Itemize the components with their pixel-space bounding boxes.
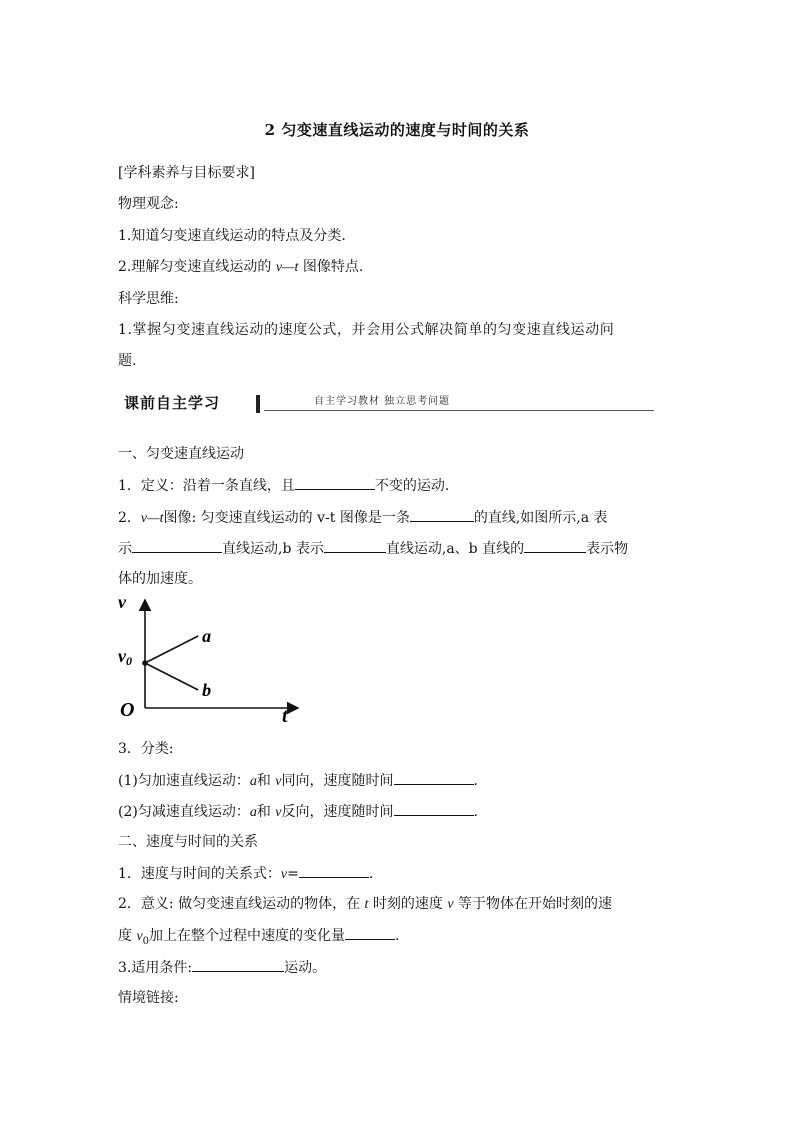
concept-item-1: 1.知道匀变速直线运动的特点及分类. xyxy=(118,228,346,244)
banner-label: 课前自主学习 xyxy=(124,394,221,412)
vt-text-2c: 直线运动,a、b 直线的 xyxy=(385,541,525,557)
vt-num: 2． xyxy=(118,510,141,526)
accel-and: 和 xyxy=(256,773,271,789)
banner-subtitle: 自主学习教材 独立思考问题 xyxy=(314,396,451,407)
classify-header: 3．分类: xyxy=(118,741,174,757)
x-axis-label: t xyxy=(282,705,288,724)
origin-label: O xyxy=(120,699,135,721)
blank-a-type[interactable] xyxy=(132,538,222,553)
meaning-v: v xyxy=(447,897,454,912)
decel-prefix: (2)匀减速直线运动： xyxy=(118,804,250,820)
meaning-prefix: 2．意义: 做匀变速直线运动的物体，在 xyxy=(118,896,361,912)
accel-line xyxy=(118,770,478,792)
definition-line xyxy=(118,475,449,496)
decel-a: a xyxy=(249,805,257,820)
decel-line xyxy=(118,801,478,823)
series-line-b xyxy=(145,663,198,690)
section-banner xyxy=(118,393,654,415)
vt-line-2 xyxy=(118,538,628,559)
blank-decel[interactable] xyxy=(394,801,474,816)
thinking-item-cont: 题. xyxy=(118,353,137,369)
y-axis-label: v xyxy=(118,594,126,612)
section2-header: 二、速度与时间的关系 xyxy=(118,834,258,850)
vt-text-1-tail: 的直线,如图所示,a 表 xyxy=(473,510,608,526)
v0-sub: 0 xyxy=(126,654,132,668)
accel-same: 同向，速度随时间 xyxy=(281,773,394,789)
vt-text-1: 图像: 匀变速直线运动的 v-t 图像是一条 xyxy=(163,510,410,526)
formula-prefix: 1．速度与时间的关系式： xyxy=(118,866,281,882)
decel-and: 和 xyxy=(256,804,271,820)
accel-prefix: (1)匀加速直线运动： xyxy=(118,773,250,789)
concept-item-2-text: 2.理解匀变速直线运动的 xyxy=(118,259,272,275)
vt-label: v—t xyxy=(140,511,164,526)
blank-accel[interactable] xyxy=(394,770,474,785)
blank-change[interactable] xyxy=(345,925,395,940)
thinking-item: 1.掌握匀变速直线运动的速度公式，并会用公式解决简单的匀变速直线运动问 xyxy=(118,322,615,338)
concept-item-2-tail: 图像特点. xyxy=(302,259,364,275)
banner-bar xyxy=(256,395,260,413)
blank-condition[interactable] xyxy=(192,957,284,972)
vt-graph xyxy=(110,594,310,724)
accel-end: . xyxy=(473,773,478,789)
series-label-a: a xyxy=(202,626,212,646)
concept-header: 物理观念: xyxy=(118,196,179,212)
blank-definition[interactable] xyxy=(295,475,375,490)
page-title: 2 匀变速直线运动的速度与时间的关系 xyxy=(264,121,530,139)
condition-prefix: 3.适用条件: xyxy=(118,960,193,976)
formula-eq: = xyxy=(287,866,299,882)
formula-line xyxy=(118,863,373,885)
meaning2-v0-sub: 0 xyxy=(142,935,150,947)
vt-text-2a: 示 xyxy=(118,541,132,557)
blank-slope[interactable] xyxy=(524,538,586,553)
meaning2-v0: v xyxy=(136,929,143,944)
context-header: 情境链接: xyxy=(118,990,179,1006)
goals-header: [学科素养与目标要求] xyxy=(118,165,255,181)
blank-formula[interactable] xyxy=(299,863,369,878)
meaning2-end: . xyxy=(395,928,400,944)
condition-line xyxy=(118,957,326,978)
vt-text-2d: 表示物 xyxy=(586,541,629,557)
decel-end: . xyxy=(473,804,478,820)
concept-item-2 xyxy=(118,257,363,278)
section1-header: 一、匀变速直线运动 xyxy=(118,446,244,462)
meaning-line-2 xyxy=(118,925,400,952)
series-line-a xyxy=(145,636,198,663)
meaning2-a: 度 xyxy=(118,928,132,944)
accel-v: v xyxy=(275,774,282,789)
meaning-t: t xyxy=(364,897,369,912)
blank-b-type[interactable] xyxy=(324,538,386,553)
thinking-header: 科学思维: xyxy=(118,291,179,307)
condition-suffix: 运动。 xyxy=(284,960,327,976)
definition-prefix: 1．定义：沿着一条直线，且 xyxy=(118,478,295,494)
accel-a: a xyxy=(249,774,257,789)
banner-rule xyxy=(264,410,654,411)
formula-end: . xyxy=(368,866,374,882)
v0-point xyxy=(142,660,148,666)
meaning2-b: 加上在整个过程中速度的变化量 xyxy=(149,928,346,944)
vt-term: v—t xyxy=(275,260,299,275)
series-label-b: b xyxy=(202,680,212,700)
v0-label xyxy=(118,646,132,668)
definition-suffix: 不变的运动. xyxy=(374,478,450,494)
decel-opp: 反向，速度随时间 xyxy=(281,804,394,820)
vt-line-3: 体的加速度。 xyxy=(118,571,202,587)
meaning-tail: 等于物体在开始时刻的速 xyxy=(458,896,612,912)
formula-v: v xyxy=(280,867,288,882)
v0-main: v xyxy=(118,646,126,666)
meaning-line-1 xyxy=(118,894,612,915)
vt-text-2b: 直线运动,b 表示 xyxy=(222,541,324,557)
blank-line-shape[interactable] xyxy=(410,507,474,522)
meaning-mid: 时刻的速度 xyxy=(372,896,443,912)
decel-v: v xyxy=(275,805,282,820)
vt-line-1 xyxy=(118,507,608,529)
